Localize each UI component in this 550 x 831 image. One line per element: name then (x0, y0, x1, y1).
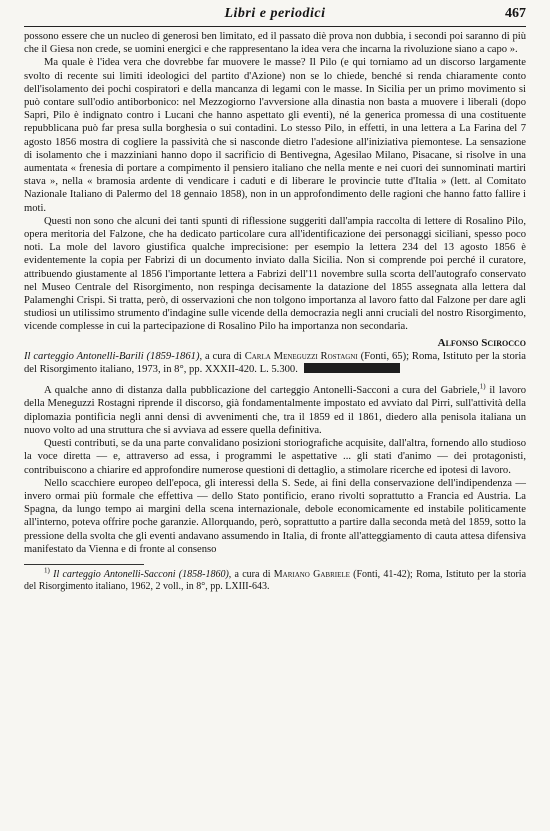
essay-paragraph-1: possono essere che un nucleo di generosi ben limitato, ed il passato diè prova non dubbia, i secondi poi saranno di più che il Giesa non crede, se uomini energici e che rappresentano la idea vera che incarna la rivoluzione siano a capo ». (24, 31, 526, 56)
page-body (24, 30, 526, 594)
review-paragraph-1-rest: il lavoro della Meneguzzi Rostagni riprende il discorso, già fondamentalmente impostato ed avviato dal Pirri, sull'attività della diplomazia pontificia negli anni densi di avvenimenti che, tra il 1859 ed il 1861, diedero alla penisola italiana un nuovo volto ad una struttura che si avviava ad essere quella definitiva. (24, 385, 527, 436)
essay-signature: Alfonso Scirocco (437, 336, 526, 349)
spacer (24, 376, 526, 384)
redaction-bar (304, 363, 400, 373)
section-title: Libri e periodici (224, 6, 326, 21)
review-publication: (Fonti, 65); Roma, Istituto per la storia del Risorgimento italiano, 1973, in 8°, pp. XXXII-420. L. 5.300. (24, 350, 526, 376)
footnote-publication: (Fonti, 41-42); Roma, Istituto per la storia del Risorgimento italiano, 1962, 2 voll., in 8°, pp. LXIII-643. (24, 568, 527, 593)
footnote (24, 566, 527, 594)
footnote-title: Il carteggio Antonelli-Sacconi (1858-1860) (53, 568, 229, 580)
footnote-editor: Mariano Gabriele (273, 568, 350, 580)
review-paragraph-3: Nello scacchiere europeo dell'epoca, gli interessi della S. Sede, ai fini della conservazione dell'indipendenza — invero ormai più formale che effettiva — dello Stato pontificio, erano rivolti soprattutto a Francia ed Austria. La Spagna, da lungo tempo ai margini della scena internazionale, debole economicamente ed instabile politicamente all'interno, poteva offrire poche garanzie. Allorquando, però, soprattutto a partire dalla seconda metà del 1859, sotto la pressione della svolta che gli eventi andavano assumendo in Italia, di fronte all'atteggiamento di cauta attesa difensiva manifestato da Vienna e di fronte al consenso (24, 477, 526, 555)
footnote-reference: 1) (479, 382, 486, 391)
essay-paragraph-3: Questi non sono che alcuni dei tanti spunti di riflessione suggeriti dall'ampia raccolta di lettere di Rosalino Pilo, opera meritoria del Falzone, che ha dedicato particolare cura all'identificazione dei personaggi siciliani, spesso poco noti. La mole del lavoro giustifica qualche imprecisione: per esempio la lettera 234 del 13 agosto 1856 è evidentemente la copia per Fabrizi di un documento inviato dalla Sicilia. Non si comprende poi perché il curatore, attribuendo giustamente al 1856 l'importante lettera a Fabrizi dell'11 novembre sulla scorta dell'autografo conservato nel Museo Centrale del Risorgimento, non respinga decisamente la datazione del 1855 assegnata alla lettera dal Palamenghi Crispi. Si tratta, però, di osservazioni che non tolgono importanza al lavoro fatto dal Falzone per dare agli studiosi un utilissimo strumento d'indagine sulle vicende della democrazia negli anni cruciali del nostro Risorgimento, vicende complesse in cui la partecipazione di Rosalino Pilo ha importanza non secondaria. (24, 215, 526, 333)
review-editor-prefix: , a cura di (199, 350, 245, 362)
review-paragraph-1-start: A qualche anno di distanza dalla pubblicazione del carteggio Antonelli-Sacconi a cura del Gabriele, (44, 385, 480, 397)
review-heading (24, 350, 526, 376)
review-editor: Carla Meneguzzi Rostagni (244, 350, 358, 362)
footnote-mark: 1) (44, 566, 50, 575)
review-paragraph-1 (24, 384, 526, 437)
review-paragraph-2: Questi contributi, se da una parte convalidano posizioni storiografiche acquisite, dall'altra, fornendo allo studioso la voce diretta — e, attraverso ad essa, i programmi le aspettative ... gli stati d'animo — dei protagonisti, contribuiscono a chiarire ed approfondire numerose questioni di dettaglio, a stimolare ricerche ed ipotesi di lavoro. (24, 438, 526, 476)
footnote-editor-prefix: , a cura di (228, 568, 274, 580)
page-number: 467 (505, 6, 526, 21)
essay-paragraph-2: Ma quale è l'idea vera che dovrebbe far muovere le masse? Il Pilo (e qui torniamo ad un discorso largamente svolto di recente sui limiti ideologici del partito d'Azione) non se lo chiede, benché si renda chiaramente conto dell'isolamento dei pochi cospiratori e della mancanza di legami con le masse. In Sicilia per un primo movimento si può contare sull'odio antiborbonico: nel Mezzogiorno l'avversione alla dinastia non basta a muovere i liberali (dopo Sapri, Pilo è indignato contro i Lucani che hanno aspettato gli eventi), né la generica promessa di una costituente repubblicana può far presa sulla borghesia o sui contadini. Lo stesso Pilo, in effetti, in una lettera a La Farina del 7 agosto 1856 mostra di cogliere la passività che si nasconde dietro l'adesione all'iniziativa piemontese. La sensazione di isolamento che i mazziniani hanno dopo il sacrificio di Bentivegna, Agesilao Milano, Pisacane, si risolve in una aumentata « frenesia di portare a compimento il pensiero italiano che nella mente e nei cuori dei sunnominati martiri stava », nella « bramosia ardente di vendicare i caduti e di liberare le provincie tutte d'Italia » (lett. al Comitato Nazionale Italiano di Palermo del 18 gennaio 1858), non in un approfondimento delle ragioni che hanno fatto fallire i moti. (24, 57, 526, 214)
running-header (24, 6, 526, 27)
review-book-title: Il carteggio Antonelli-Barili (1859-1861) (24, 350, 200, 362)
footnote-divider (24, 564, 144, 565)
